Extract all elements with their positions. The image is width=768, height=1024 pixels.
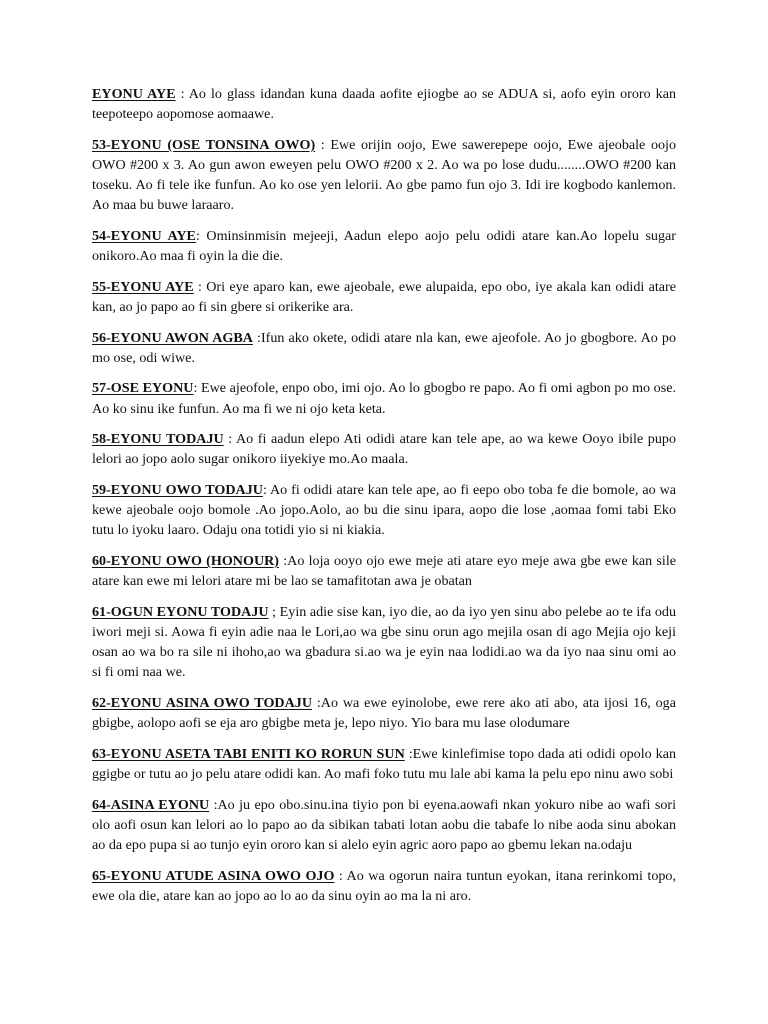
paragraph-heading: 65-EYONU ATUDE ASINA OWO OJO [92, 867, 335, 884]
paragraph-63 [92, 744, 676, 784]
paragraph-heading: 60-EYONU OWO (HONOUR) [92, 552, 279, 569]
paragraph-heading: 61-OGUN EYONU TODAJU [92, 603, 269, 620]
paragraph-body: : Ao wa ogorun naira tuntun eyokan, itana rerinkomi topo, ewe ola die, atare kan ao jopo ao lo ao da sinu oyin ao ma la ni aro. [92, 867, 676, 904]
paragraph-62 [92, 693, 676, 733]
document-page [92, 84, 676, 916]
paragraph-body: : Ewe ajeofole, enpo obo, imi ojo. Ao lo gbogbo re papo. Ao fi omi agbon po mo ose. Ao ko sinu ike funfun. Ao ma fi we ni ojo keta keta. [92, 380, 676, 417]
paragraph-heading: 63-EYONU ASETA TABI ENITI KO RORUN SUN [92, 745, 405, 762]
paragraph-54 [92, 226, 676, 266]
paragraph-body: :Ao ju epo obo.sinu.ina tiyio pon bi eyena.aowafi nkan yokuro nibe ao wafi sori olo aofi osun kan lelori ao lo papo ao da sibikan tabati lotan aobu die tabafe lo nibe aoda sinu abokan ao da epo pupa si ao tunjo eyin ororo kan si alelo eyin agric aoro papo ao gbemu lekan na.odaju [92, 796, 676, 853]
paragraph-61 [92, 602, 676, 683]
paragraph-heading: 56-EYONU AWON AGBA [92, 329, 253, 346]
paragraph-body: :Ifun ako okete, odidi atare nla kan, ewe ajeofole. Ao jo gbogbore. Ao po mo ose, odi wiwe. [92, 329, 676, 366]
paragraph-body: : Ao fi odidi atare kan tele ape, ao fi eepo obo toba fe die bomole, ao wa kewe ajeobale oojo bomole .Ao jopo.Aolo, ao bu die sinu ipara, aopo die lose ,aomaa fomi tabi Eko tutu lo iyoku laaro. Odaju ona totidi yio si ni kiakia. [92, 481, 676, 539]
paragraph-heading: 58-EYONU TODAJU [92, 431, 224, 448]
paragraph-heading: 53-EYONU (OSE TONSINA OWO) [92, 136, 316, 153]
paragraph-58 [92, 429, 676, 469]
paragraph-body: :Ewe kinlefimise topo dada ati odidi opolo kan ggigbe or tutu ao jo pelu atare odidi kan. Ao mafi foko tutu mu lale abi kama la pelu epo ninu awo sobi [92, 745, 677, 782]
paragraph-body: ; Eyin adie sise kan, iyo die, ao da iyo yen sinu abo pelebe ao te ifa odu iwori meji si. Aowa fi eyin adie naa le Lori,ao wa gbe sinu orun ago mejila osan di ago Mejia ojo keji osan ao wa bo ra sile ni ihoho,ao wa gbadura si.ao wa je eyin naa lodidi.ao wa da iyo naa sinu omi ao si fi omi naa we. [92, 603, 676, 681]
paragraph-65 [92, 866, 676, 906]
paragraph-heading: 59-EYONU OWO TODAJU [92, 481, 263, 498]
paragraph-body: :Ao wa ewe eyinolobe, ewe rere ako ati abo, ata ijosi 16, oga gbigbe, aolopo aofi se eja aro gbigbe meta je, lepo niyo. Yio bara mu lase olodumare [92, 694, 676, 732]
paragraph-55 [92, 277, 676, 317]
paragraph-56 [92, 328, 676, 368]
paragraph-body: : Ewe orijin oojo, Ewe sawerepepe oojo, Ewe ajeobale oojo OWO #200 x 3. Ao gun awon eweyen pelu OWO #200 x 2. Ao wa po lose dudu........OWO #200 kan toseku. Ao fi tele ike funfun. Ao ko ose yen lelorii. Ao gbe pamo fun ojo 3. Idi ire kogbodo kanlemon. Ao maa bu buwe laraaro. [92, 136, 676, 214]
paragraph-heading: 54-EYONU AYE [92, 228, 196, 244]
paragraph-heading: 62-EYONU ASINA OWO TODAJU [92, 694, 312, 711]
paragraph-heading: 57-OSE EYONU [92, 380, 194, 397]
paragraph-heading: 55-EYONU AYE [92, 278, 194, 295]
paragraph-body: : Ao fi aadun elepo Ati odidi atare kan tele ape, ao wa kewe Ooyo ibile pupo lelori ao jopo aolo sugar onikoro iiyekiye mo.Ao maala. [92, 431, 676, 468]
paragraph-53 [92, 135, 676, 216]
paragraph-body: : Ao lo glass idandan kuna daada aofite ejiogbe ao se ADUA si, aofo eyin ororo kan teepoteepo aopomose aomaawe. [92, 86, 676, 123]
paragraph-heading: EYONU AYE [92, 86, 176, 102]
paragraph-body: : Ori eye aparo kan, ewe ajeobale, ewe alupaida, epo obo, iye akala kan odidi atare kan, ao jo papo ao fi sin gbere si orikerike ara. [92, 278, 676, 315]
paragraph-eyonu-aye [92, 84, 676, 124]
paragraph-body: :Ao loja ooyo ojo ewe meje ati atare eyo meje awa gbe ewe kan sile atare kan ewe mi lelori atare mi be lao se tamafitotan awa je obatan [92, 552, 677, 590]
paragraph-57 [92, 378, 676, 418]
paragraph-heading: 64-ASINA EYONU [92, 796, 210, 813]
paragraph-body: : Ominsinmisin mejeeji, Aadun elepo aojo pelu odidi atare kan.Ao lopelu sugar onikoro.Ao maa fi oyin la die die. [92, 228, 676, 265]
paragraph-64 [92, 795, 676, 856]
paragraph-60 [92, 551, 676, 591]
paragraph-59 [92, 480, 676, 541]
